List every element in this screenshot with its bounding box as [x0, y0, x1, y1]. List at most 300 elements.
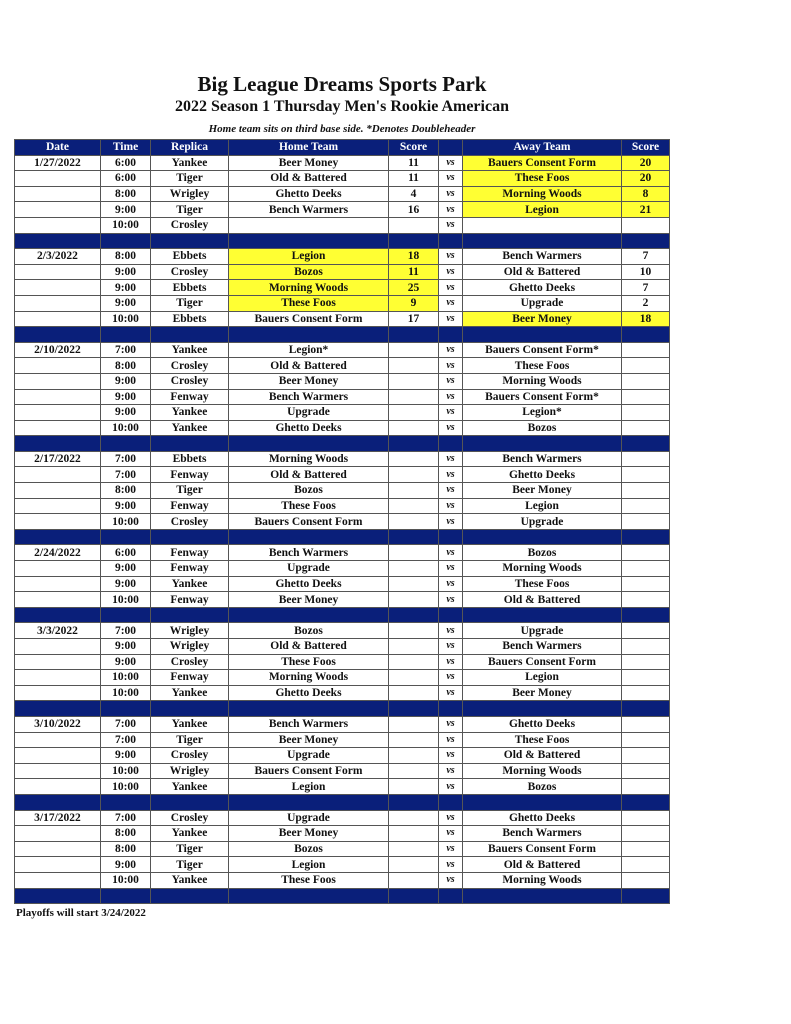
week-separator: [15, 607, 670, 623]
table-row: [15, 763, 670, 779]
separator-cell: [101, 233, 151, 249]
vs-cell: vs: [439, 498, 463, 514]
away-team-cell: Upgrade: [463, 514, 622, 530]
date-cell: [15, 857, 101, 873]
table-row: [15, 872, 670, 888]
separator-cell: [15, 436, 101, 452]
time-cell: 9:00: [101, 639, 151, 655]
separator-cell: [439, 233, 463, 249]
away-score-cell: [622, 576, 670, 592]
column-header-away-score: Score: [622, 140, 670, 156]
separator-cell: [622, 327, 670, 343]
vs-cell: vs: [439, 171, 463, 187]
schedule-table: [14, 139, 670, 904]
home-score-cell: [389, 779, 439, 795]
separator-cell: [389, 888, 439, 904]
separator-cell: [463, 701, 622, 717]
table-row: [15, 186, 670, 202]
vs-cell: vs: [439, 732, 463, 748]
away-score-cell: [622, 545, 670, 561]
week-separator: [15, 436, 670, 452]
home-score-cell: 11: [389, 171, 439, 187]
home-score-cell: [389, 373, 439, 389]
separator-cell: [622, 701, 670, 717]
vs-cell: vs: [439, 670, 463, 686]
separator-cell: [101, 888, 151, 904]
home-team-cell: These Foos: [229, 295, 389, 311]
separator-cell: [439, 436, 463, 452]
home-team-cell: Upgrade: [229, 405, 389, 421]
separator-cell: [101, 436, 151, 452]
home-score-cell: [389, 685, 439, 701]
vs-cell: vs: [439, 186, 463, 202]
away-team-cell: Bozos: [463, 545, 622, 561]
away-team-cell: Ghetto Deeks: [463, 467, 622, 483]
separator-cell: [229, 529, 389, 545]
vs-cell: vs: [439, 654, 463, 670]
replica-cell: Crosley: [151, 373, 229, 389]
away-score-cell: [622, 389, 670, 405]
time-cell: 7:00: [101, 342, 151, 358]
away-team-cell: Bauers Consent Form*: [463, 342, 622, 358]
time-cell: 10:00: [101, 685, 151, 701]
replica-cell: Yankee: [151, 826, 229, 842]
table-row: [15, 748, 670, 764]
table-row: [15, 841, 670, 857]
replica-cell: Crosley: [151, 358, 229, 374]
separator-cell: [389, 233, 439, 249]
replica-cell: Yankee: [151, 716, 229, 732]
home-team-cell: Bauers Consent Form: [229, 514, 389, 530]
away-score-cell: [622, 654, 670, 670]
separator-cell: [101, 607, 151, 623]
home-team-cell: These Foos: [229, 654, 389, 670]
vs-cell: vs: [439, 857, 463, 873]
vs-cell: vs: [439, 810, 463, 826]
vs-cell: vs: [439, 295, 463, 311]
home-score-cell: [389, 748, 439, 764]
away-score-cell: [622, 779, 670, 795]
home-team-cell: Beer Money: [229, 732, 389, 748]
table-row: [15, 217, 670, 233]
away-score-cell: [622, 420, 670, 436]
away-score-cell: [622, 217, 670, 233]
replica-cell: Tiger: [151, 171, 229, 187]
time-cell: 10:00: [101, 592, 151, 608]
column-header-replica: Replica: [151, 140, 229, 156]
time-cell: 9:00: [101, 202, 151, 218]
home-team-cell: Old & Battered: [229, 639, 389, 655]
separator-cell: [463, 607, 622, 623]
replica-cell: Ebbets: [151, 280, 229, 296]
home-score-cell: 11: [389, 264, 439, 280]
away-score-cell: 8: [622, 186, 670, 202]
separator-cell: [622, 607, 670, 623]
away-team-cell: Beer Money: [463, 685, 622, 701]
week-separator: [15, 233, 670, 249]
table-row: [15, 483, 670, 499]
table-row: [15, 280, 670, 296]
replica-cell: Tiger: [151, 202, 229, 218]
away-team-cell: Bozos: [463, 420, 622, 436]
away-team-cell: These Foos: [463, 358, 622, 374]
home-score-cell: [389, 716, 439, 732]
home-team-cell: Morning Woods: [229, 451, 389, 467]
separator-cell: [463, 529, 622, 545]
time-cell: 7:00: [101, 467, 151, 483]
replica-cell: Yankee: [151, 342, 229, 358]
week-separator: [15, 794, 670, 810]
separator-cell: [15, 607, 101, 623]
table-row: [15, 732, 670, 748]
away-team-cell: Legion*: [463, 405, 622, 421]
table-row: [15, 295, 670, 311]
away-team-cell: Bench Warmers: [463, 826, 622, 842]
replica-cell: Yankee: [151, 779, 229, 795]
away-score-cell: [622, 639, 670, 655]
time-cell: 7:00: [101, 451, 151, 467]
separator-cell: [151, 888, 229, 904]
separator-cell: [439, 701, 463, 717]
away-score-cell: [622, 857, 670, 873]
away-team-cell: Ghetto Deeks: [463, 716, 622, 732]
schedule-note: Home team sits on third base side. *Denotes Doubleheader: [208, 123, 476, 135]
separator-cell: [229, 436, 389, 452]
home-team-cell: Bauers Consent Form: [229, 763, 389, 779]
away-score-cell: [622, 748, 670, 764]
vs-cell: vs: [439, 561, 463, 577]
away-score-cell: [622, 498, 670, 514]
home-team-cell: Bench Warmers: [229, 202, 389, 218]
separator-cell: [463, 327, 622, 343]
table-row: [15, 514, 670, 530]
table-row: [15, 810, 670, 826]
away-team-cell: Morning Woods: [463, 373, 622, 389]
date-cell: [15, 779, 101, 795]
replica-cell: Crosley: [151, 514, 229, 530]
separator-cell: [229, 607, 389, 623]
separator-cell: [389, 701, 439, 717]
away-score-cell: [622, 467, 670, 483]
column-header-time: Time: [101, 140, 151, 156]
date-cell: [15, 358, 101, 374]
separator-cell: [151, 794, 229, 810]
time-cell: 10:00: [101, 872, 151, 888]
replica-cell: Tiger: [151, 732, 229, 748]
date-cell: [15, 311, 101, 327]
home-score-cell: [389, 483, 439, 499]
table-row: [15, 389, 670, 405]
replica-cell: Wrigley: [151, 186, 229, 202]
away-team-cell: Morning Woods: [463, 872, 622, 888]
time-cell: 9:00: [101, 857, 151, 873]
time-cell: 10:00: [101, 420, 151, 436]
separator-cell: [463, 794, 622, 810]
away-team-cell: Old & Battered: [463, 264, 622, 280]
home-team-cell: Beer Money: [229, 373, 389, 389]
away-score-cell: 10: [622, 264, 670, 280]
home-team-cell: Ghetto Deeks: [229, 576, 389, 592]
away-team-cell: Beer Money: [463, 311, 622, 327]
date-cell: 2/17/2022: [15, 451, 101, 467]
away-team-cell: Morning Woods: [463, 561, 622, 577]
replica-cell: Ebbets: [151, 249, 229, 265]
separator-cell: [151, 327, 229, 343]
time-cell: 6:00: [101, 155, 151, 171]
date-cell: [15, 389, 101, 405]
home-score-cell: [389, 810, 439, 826]
date-cell: [15, 561, 101, 577]
home-score-cell: [389, 592, 439, 608]
time-cell: 10:00: [101, 514, 151, 530]
date-cell: [15, 405, 101, 421]
away-team-cell: Bauers Consent Form: [463, 654, 622, 670]
date-cell: [15, 654, 101, 670]
away-team-cell: Upgrade: [463, 623, 622, 639]
separator-cell: [463, 888, 622, 904]
time-cell: 6:00: [101, 545, 151, 561]
replica-cell: Tiger: [151, 295, 229, 311]
date-cell: 2/10/2022: [15, 342, 101, 358]
date-cell: [15, 420, 101, 436]
away-score-cell: [622, 670, 670, 686]
separator-cell: [15, 888, 101, 904]
replica-cell: Yankee: [151, 420, 229, 436]
table-header-row: [15, 140, 670, 156]
date-cell: 2/24/2022: [15, 545, 101, 561]
vs-cell: vs: [439, 202, 463, 218]
separator-cell: [622, 794, 670, 810]
separator-cell: [15, 529, 101, 545]
separator-cell: [229, 327, 389, 343]
away-team-cell: Legion: [463, 202, 622, 218]
replica-cell: Yankee: [151, 155, 229, 171]
date-cell: [15, 748, 101, 764]
separator-cell: [439, 794, 463, 810]
time-cell: 10:00: [101, 217, 151, 233]
time-cell: 8:00: [101, 826, 151, 842]
date-cell: [15, 171, 101, 187]
away-team-cell: Old & Battered: [463, 748, 622, 764]
playoffs-note: Playoffs will start 3/24/2022: [16, 907, 146, 919]
vs-cell: vs: [439, 358, 463, 374]
away-score-cell: [622, 810, 670, 826]
separator-cell: [151, 233, 229, 249]
column-header-home-team: Home Team: [229, 140, 389, 156]
date-cell: [15, 685, 101, 701]
date-cell: [15, 826, 101, 842]
time-cell: 10:00: [101, 763, 151, 779]
time-cell: 9:00: [101, 576, 151, 592]
replica-cell: Fenway: [151, 561, 229, 577]
home-score-cell: [389, 342, 439, 358]
away-score-cell: [622, 826, 670, 842]
home-score-cell: 9: [389, 295, 439, 311]
separator-cell: [151, 436, 229, 452]
table-row: [15, 202, 670, 218]
time-cell: 9:00: [101, 373, 151, 389]
date-cell: 3/17/2022: [15, 810, 101, 826]
separator-cell: [439, 607, 463, 623]
time-cell: 10:00: [101, 311, 151, 327]
date-cell: [15, 186, 101, 202]
separator-cell: [622, 529, 670, 545]
separator-cell: [229, 701, 389, 717]
date-cell: [15, 763, 101, 779]
away-score-cell: [622, 405, 670, 421]
date-cell: [15, 576, 101, 592]
home-score-cell: [389, 561, 439, 577]
vs-cell: vs: [439, 264, 463, 280]
separator-cell: [463, 233, 622, 249]
vs-cell: vs: [439, 514, 463, 530]
time-cell: 7:00: [101, 810, 151, 826]
vs-cell: vs: [439, 716, 463, 732]
separator-cell: [389, 529, 439, 545]
away-score-cell: 21: [622, 202, 670, 218]
vs-cell: vs: [439, 763, 463, 779]
separator-cell: [229, 888, 389, 904]
replica-cell: Ebbets: [151, 451, 229, 467]
date-cell: [15, 639, 101, 655]
away-team-cell: Legion: [463, 498, 622, 514]
table-row: [15, 561, 670, 577]
replica-cell: Fenway: [151, 670, 229, 686]
time-cell: 9:00: [101, 561, 151, 577]
away-score-cell: 7: [622, 249, 670, 265]
date-cell: 3/10/2022: [15, 716, 101, 732]
separator-cell: [15, 233, 101, 249]
home-score-cell: [389, 498, 439, 514]
table-row: [15, 358, 670, 374]
away-score-cell: 20: [622, 171, 670, 187]
separator-cell: [622, 888, 670, 904]
home-score-cell: [389, 826, 439, 842]
date-cell: [15, 514, 101, 530]
table-row: [15, 779, 670, 795]
away-team-cell: These Foos: [463, 171, 622, 187]
vs-cell: vs: [439, 826, 463, 842]
vs-cell: vs: [439, 342, 463, 358]
home-score-cell: [389, 358, 439, 374]
replica-cell: Crosley: [151, 217, 229, 233]
vs-cell: vs: [439, 389, 463, 405]
home-score-cell: [389, 872, 439, 888]
home-team-cell: Ghetto Deeks: [229, 685, 389, 701]
away-team-cell: Bauers Consent Form: [463, 155, 622, 171]
home-team-cell: Upgrade: [229, 810, 389, 826]
vs-cell: vs: [439, 311, 463, 327]
vs-cell: vs: [439, 467, 463, 483]
vs-cell: vs: [439, 779, 463, 795]
separator-cell: [101, 701, 151, 717]
replica-cell: Tiger: [151, 857, 229, 873]
date-cell: [15, 732, 101, 748]
home-team-cell: These Foos: [229, 872, 389, 888]
time-cell: 9:00: [101, 405, 151, 421]
away-score-cell: [622, 841, 670, 857]
week-separator: [15, 327, 670, 343]
separator-cell: [15, 327, 101, 343]
replica-cell: Crosley: [151, 264, 229, 280]
away-score-cell: [622, 592, 670, 608]
home-score-cell: [389, 763, 439, 779]
home-team-cell: Legion: [229, 857, 389, 873]
separator-cell: [151, 529, 229, 545]
table-row: [15, 654, 670, 670]
home-team-cell: Upgrade: [229, 561, 389, 577]
page-title: Big League Dreams Sports Park: [197, 72, 487, 96]
home-score-cell: 16: [389, 202, 439, 218]
replica-cell: Ebbets: [151, 311, 229, 327]
home-team-cell: Beer Money: [229, 592, 389, 608]
table-row: [15, 155, 670, 171]
away-team-cell: Ghetto Deeks: [463, 280, 622, 296]
replica-cell: Fenway: [151, 389, 229, 405]
table-row: [15, 171, 670, 187]
page-subtitle: 2022 Season 1 Thursday Men's Rookie American: [175, 98, 509, 115]
separator-cell: [439, 327, 463, 343]
replica-cell: Wrigley: [151, 623, 229, 639]
separator-cell: [229, 233, 389, 249]
separator-cell: [463, 436, 622, 452]
home-team-cell: Legion*: [229, 342, 389, 358]
replica-cell: Yankee: [151, 685, 229, 701]
home-score-cell: [389, 623, 439, 639]
table-row: [15, 826, 670, 842]
vs-cell: vs: [439, 451, 463, 467]
table-row: [15, 373, 670, 389]
vs-cell: vs: [439, 217, 463, 233]
table-row: [15, 623, 670, 639]
time-cell: 9:00: [101, 498, 151, 514]
table-row: [15, 670, 670, 686]
vs-cell: vs: [439, 639, 463, 655]
separator-cell: [101, 529, 151, 545]
away-team-cell: Old & Battered: [463, 592, 622, 608]
date-cell: [15, 202, 101, 218]
replica-cell: Crosley: [151, 748, 229, 764]
home-score-cell: 17: [389, 311, 439, 327]
home-score-cell: 18: [389, 249, 439, 265]
separator-cell: [151, 701, 229, 717]
home-score-cell: 4: [389, 186, 439, 202]
week-separator: [15, 701, 670, 717]
home-team-cell: Bozos: [229, 264, 389, 280]
home-score-cell: [389, 217, 439, 233]
vs-cell: vs: [439, 748, 463, 764]
home-team-cell: [229, 217, 389, 233]
date-cell: [15, 217, 101, 233]
table-row: [15, 545, 670, 561]
date-cell: [15, 498, 101, 514]
replica-cell: Crosley: [151, 810, 229, 826]
away-team-cell: Upgrade: [463, 295, 622, 311]
home-team-cell: Old & Battered: [229, 467, 389, 483]
column-header-date: Date: [15, 140, 101, 156]
away-score-cell: [622, 451, 670, 467]
away-team-cell: Bench Warmers: [463, 639, 622, 655]
table-row: [15, 451, 670, 467]
separator-cell: [622, 233, 670, 249]
away-team-cell: Ghetto Deeks: [463, 810, 622, 826]
home-team-cell: Old & Battered: [229, 171, 389, 187]
home-score-cell: [389, 732, 439, 748]
away-team-cell: Bozos: [463, 779, 622, 795]
table-row: [15, 264, 670, 280]
home-team-cell: Bench Warmers: [229, 716, 389, 732]
home-team-cell: Old & Battered: [229, 358, 389, 374]
